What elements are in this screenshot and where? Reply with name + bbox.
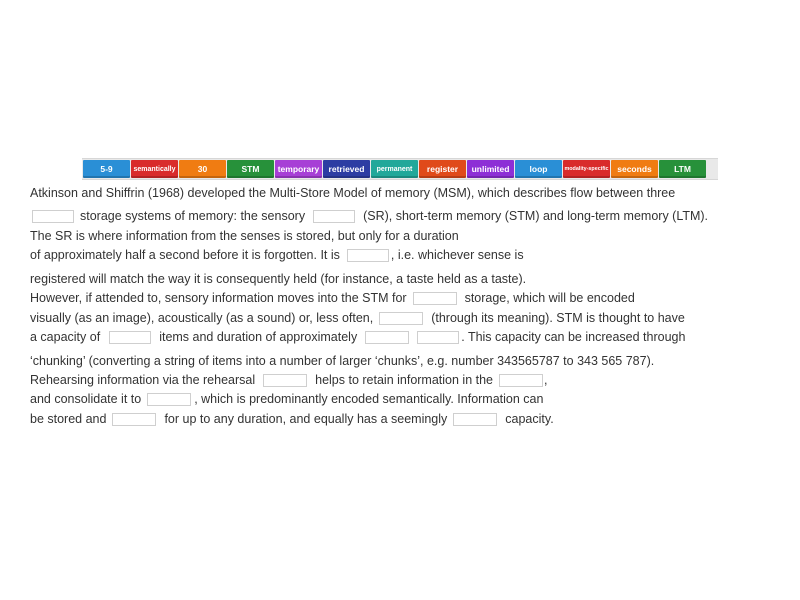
passage-line-7: [30, 311, 685, 326]
word-tile-temporary[interactable]: temporary: [275, 160, 322, 178]
word-tile-5-9[interactable]: 5-9: [83, 160, 130, 178]
blank-4[interactable]: [413, 292, 457, 305]
word-tile-seconds[interactable]: seconds: [611, 160, 658, 178]
blank-9[interactable]: [263, 374, 307, 387]
blank-10[interactable]: [499, 374, 543, 387]
passage-text: visually (as an image), acoustically (as a sound) or, less often,: [30, 311, 374, 326]
word-tile-modality-specific[interactable]: modality-specific: [563, 160, 610, 178]
blank-13[interactable]: [453, 413, 497, 426]
blank-8[interactable]: [417, 331, 459, 344]
passage-text: (SR), short-term memory (STM) and long-term memory (LTM).: [363, 209, 709, 224]
passage-text: a capacity of: [30, 330, 101, 345]
passage-line-4: [30, 248, 524, 263]
word-tile-unlimited[interactable]: unlimited: [467, 160, 514, 178]
passage-line-11: [30, 392, 543, 407]
blank-5[interactable]: [379, 312, 423, 325]
passage-text: be stored and: [30, 412, 107, 427]
blank-7[interactable]: [365, 331, 409, 344]
passage-line-6: [30, 291, 635, 306]
word-tile-ltm[interactable]: LTM: [659, 160, 706, 178]
passage-line-12: [30, 412, 554, 427]
passage-line-3: [30, 229, 459, 244]
blank-1[interactable]: [32, 210, 74, 223]
passage-line-9: [30, 354, 654, 369]
word-tile-loop[interactable]: loop: [515, 160, 562, 178]
passage-text: (through its meaning). STM is thought to have: [431, 311, 685, 326]
word-tile-stm[interactable]: STM: [227, 160, 274, 178]
word-tile-register[interactable]: register: [419, 160, 466, 178]
word-tile-semantically[interactable]: semantically: [131, 160, 178, 178]
passage-text: of approximately half a second before it is forgotten. It is: [30, 248, 340, 263]
passage-text: storage systems of memory: the sensory: [80, 209, 306, 224]
passage-text: Rehearsing information via the rehearsal: [30, 373, 256, 388]
passage-text: for up to any duration, and equally has a seemingly: [164, 412, 448, 427]
passage-text: registered will match the way it is consequently held (for instance, a taste held as a taste).: [30, 272, 527, 287]
passage-line-8: [30, 330, 685, 345]
blank-2[interactable]: [313, 210, 355, 223]
blank-3[interactable]: [347, 249, 389, 262]
word-tile-retrieved[interactable]: retrieved: [323, 160, 370, 178]
passage-text: helps to retain information in the: [315, 373, 494, 388]
passage-text: storage, which will be encoded: [464, 291, 635, 306]
passage-text: Atkinson and Shiffrin (1968) developed the Multi-Store Model of memory (MSM), which describes flow between three: [30, 186, 676, 201]
passage-text: However, if attended to, sensory information moves into the STM for: [30, 291, 407, 306]
passage-line-1: [30, 186, 675, 201]
passage-line-2: [32, 209, 708, 224]
passage-text: , which is predominantly encoded semantically. Information can: [194, 392, 544, 407]
passage-text: The SR is where information from the senses is stored, but only for a duration: [30, 229, 459, 244]
passage-text: ‘chunking’ (converting a string of items into a number of larger ‘chunks’, e.g. number 343565787 to 343 565 787).: [30, 354, 655, 369]
passage-text: . This capacity can be increased through: [461, 330, 686, 345]
passage-text: capacity.: [505, 412, 554, 427]
passage-text: and consolidate it to: [30, 392, 142, 407]
blank-11[interactable]: [147, 393, 191, 406]
blank-6[interactable]: [109, 331, 151, 344]
word-tile-30[interactable]: 30: [179, 160, 226, 178]
word-tile-permanent[interactable]: permanent: [371, 160, 418, 178]
passage-text: , i.e. whichever sense is: [390, 248, 524, 263]
passage-line-10: [30, 373, 548, 388]
passage-line-5: [30, 272, 526, 287]
passage-text: ,: [544, 373, 548, 388]
blank-12[interactable]: [112, 413, 156, 426]
passage-text: items and duration of approximately: [159, 330, 358, 345]
